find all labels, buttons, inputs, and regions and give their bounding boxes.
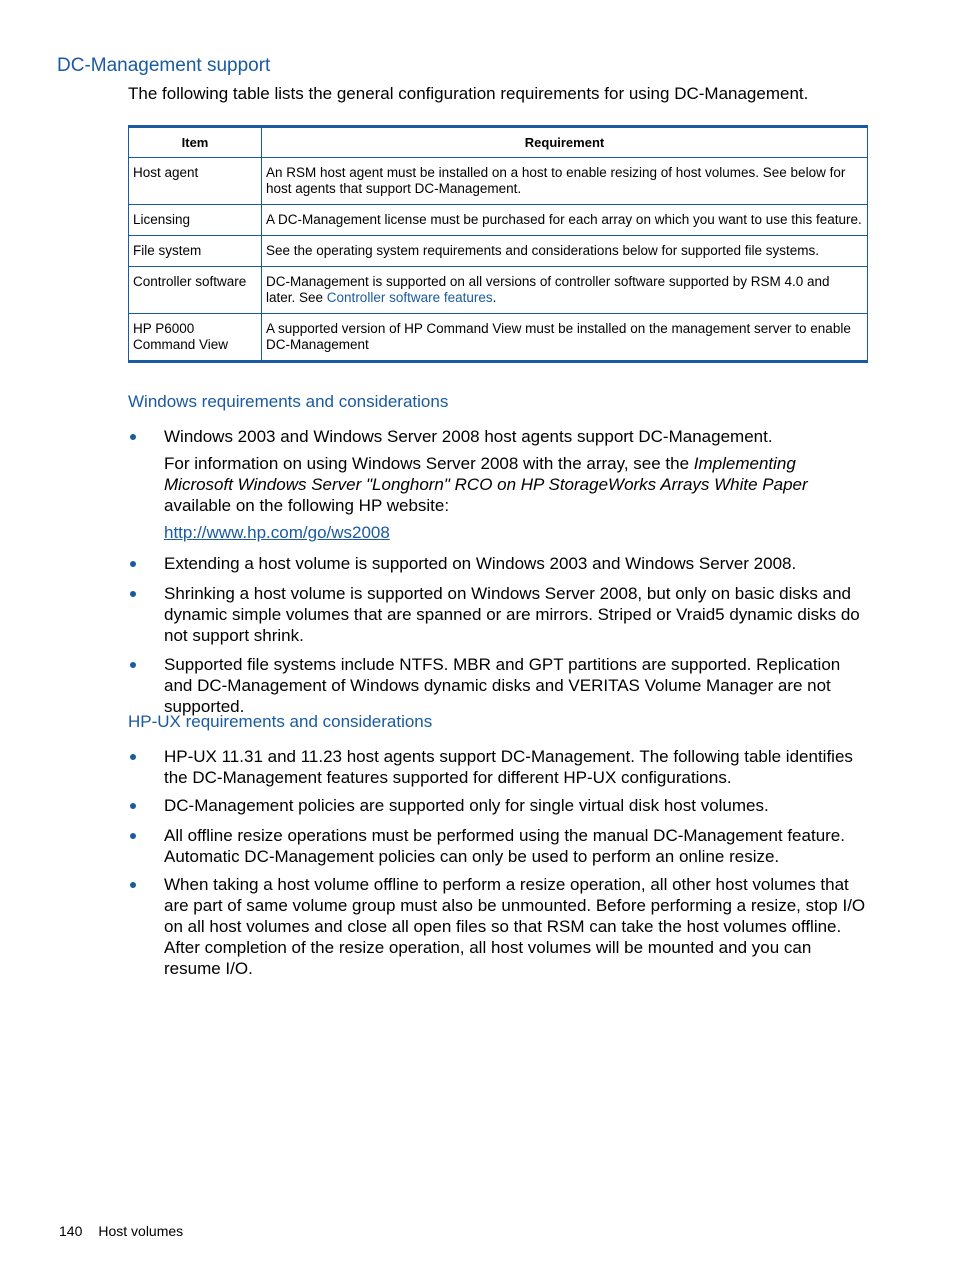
cell-item — [129, 314, 262, 362]
bullet-icon — [130, 803, 136, 809]
bullet-icon — [130, 561, 136, 567]
bullet-text: Extending a host volume is supported on Windows 2003 and Windows Server 2008. — [164, 554, 797, 573]
item-line: Command View — [133, 337, 229, 352]
ws2008-link[interactable]: http://www.hp.com/go/ws2008 — [164, 523, 390, 542]
table-header-row — [129, 127, 868, 158]
cell-requirement: A DC-Management license must be purchased for each array on which you want to use this feature. — [262, 205, 868, 236]
cell-requirement: An RSM host agent must be installed on a host to enable resizing of host volumes. See below for host agents that support DC-Management. — [262, 158, 868, 205]
bullet-icon — [130, 591, 136, 597]
cell-requirement: A supported version of HP Command View must be installed on the management server to enable DC-Management — [262, 314, 868, 362]
white-paper-title: Implementing Microsoft Windows Server "Longhorn" RCO on HP StorageWorks Arrays White Paper — [164, 454, 808, 494]
list-item — [128, 825, 868, 867]
requirement-text: DC-Management is supported on all versions of controller software supported by RSM 4.0 and later. See — [266, 274, 830, 305]
bullet-text: All offline resize operations must be performed using the manual DC-Management feature. Automatic DC-Management policies can only be used to perform an online resize. — [164, 826, 845, 866]
hpux-heading: HP-UX requirements and considerations — [128, 712, 433, 731]
bullet-text: HP-UX 11.31 and 11.23 host agents support DC-Management. The following table identifies the DC-Management features supported for different HP-UX configurations. — [164, 747, 853, 787]
bullet-icon — [130, 434, 136, 440]
bullet-text: DC-Management policies are supported only for single virtual disk host volumes. — [164, 796, 769, 815]
table-row — [129, 314, 868, 362]
list-item — [128, 746, 868, 788]
list-item — [128, 426, 868, 543]
info-text: For information on using Windows Server 2008 with the array, see the Implementing Microsoft Windows Server "Longhorn" RCO on HP StorageWorks Arrays White Paper available on the following HP website: — [164, 454, 808, 515]
requirement-text-end: . — [492, 290, 497, 305]
list-item — [128, 583, 868, 646]
list-item — [128, 654, 868, 717]
page-footer — [59, 1223, 183, 1239]
table-row — [129, 267, 868, 314]
table-row — [129, 205, 868, 236]
column-header-item: Item — [129, 127, 262, 158]
list-item — [128, 553, 868, 574]
section-heading: DC-Management support — [57, 55, 271, 76]
bullet-icon — [130, 833, 136, 839]
list-item — [128, 795, 868, 816]
bullet-text: When taking a host volume offline to perform a resize operation, all other host volumes that are part of same volume group must also be unmounted. Before performing a resize, stop I/O on all host volumes and close all open files so that RSM can take the host volumes offline. After completion of the resize operation, all host volumes will be mounted and you can resume I/O. — [164, 875, 866, 978]
table-row — [129, 236, 868, 267]
table-row — [129, 158, 868, 205]
windows-heading: Windows requirements and considerations — [128, 392, 449, 411]
footer-section: Host volumes — [98, 1223, 184, 1239]
controller-software-features-link[interactable]: Controller software features — [326, 290, 493, 305]
cell-requirement: See the operating system requirements and considerations below for supported file systems. — [262, 236, 868, 267]
bullet-text: Shrinking a host volume is supported on Windows Server 2008, but only on basic disks and dynamic simple volumes that are spanned or are mirrors. Striped or Vraid5 dynamic disks do not support shrink. — [164, 584, 860, 645]
cell-item: File system — [129, 236, 262, 267]
bullet-text: Windows 2003 and Windows Server 2008 host agents support DC-Management. — [164, 427, 773, 446]
cell-requirement — [262, 267, 868, 314]
item-line: HP P6000 — [133, 321, 195, 336]
page-number: 140 — [59, 1223, 83, 1239]
cell-item: Licensing — [129, 205, 262, 236]
hpux-list — [128, 746, 868, 979]
cell-item: Controller software — [129, 267, 262, 314]
bullet-icon — [130, 882, 136, 888]
requirements-table — [128, 125, 868, 363]
column-header-requirement: Requirement — [262, 127, 868, 158]
list-item — [128, 874, 868, 979]
bullet-icon — [130, 754, 136, 760]
windows-list — [128, 426, 868, 717]
cell-item: Host agent — [129, 158, 262, 205]
bullet-icon — [130, 662, 136, 668]
intro-text: The following table lists the general configuration requirements for using DC-Management. — [128, 84, 809, 103]
bullet-text: Supported file systems include NTFS. MBR and GPT partitions are supported. Replication and DC-Management of Windows dynamic disks and VERITAS Volume Manager are not supported. — [164, 655, 841, 716]
